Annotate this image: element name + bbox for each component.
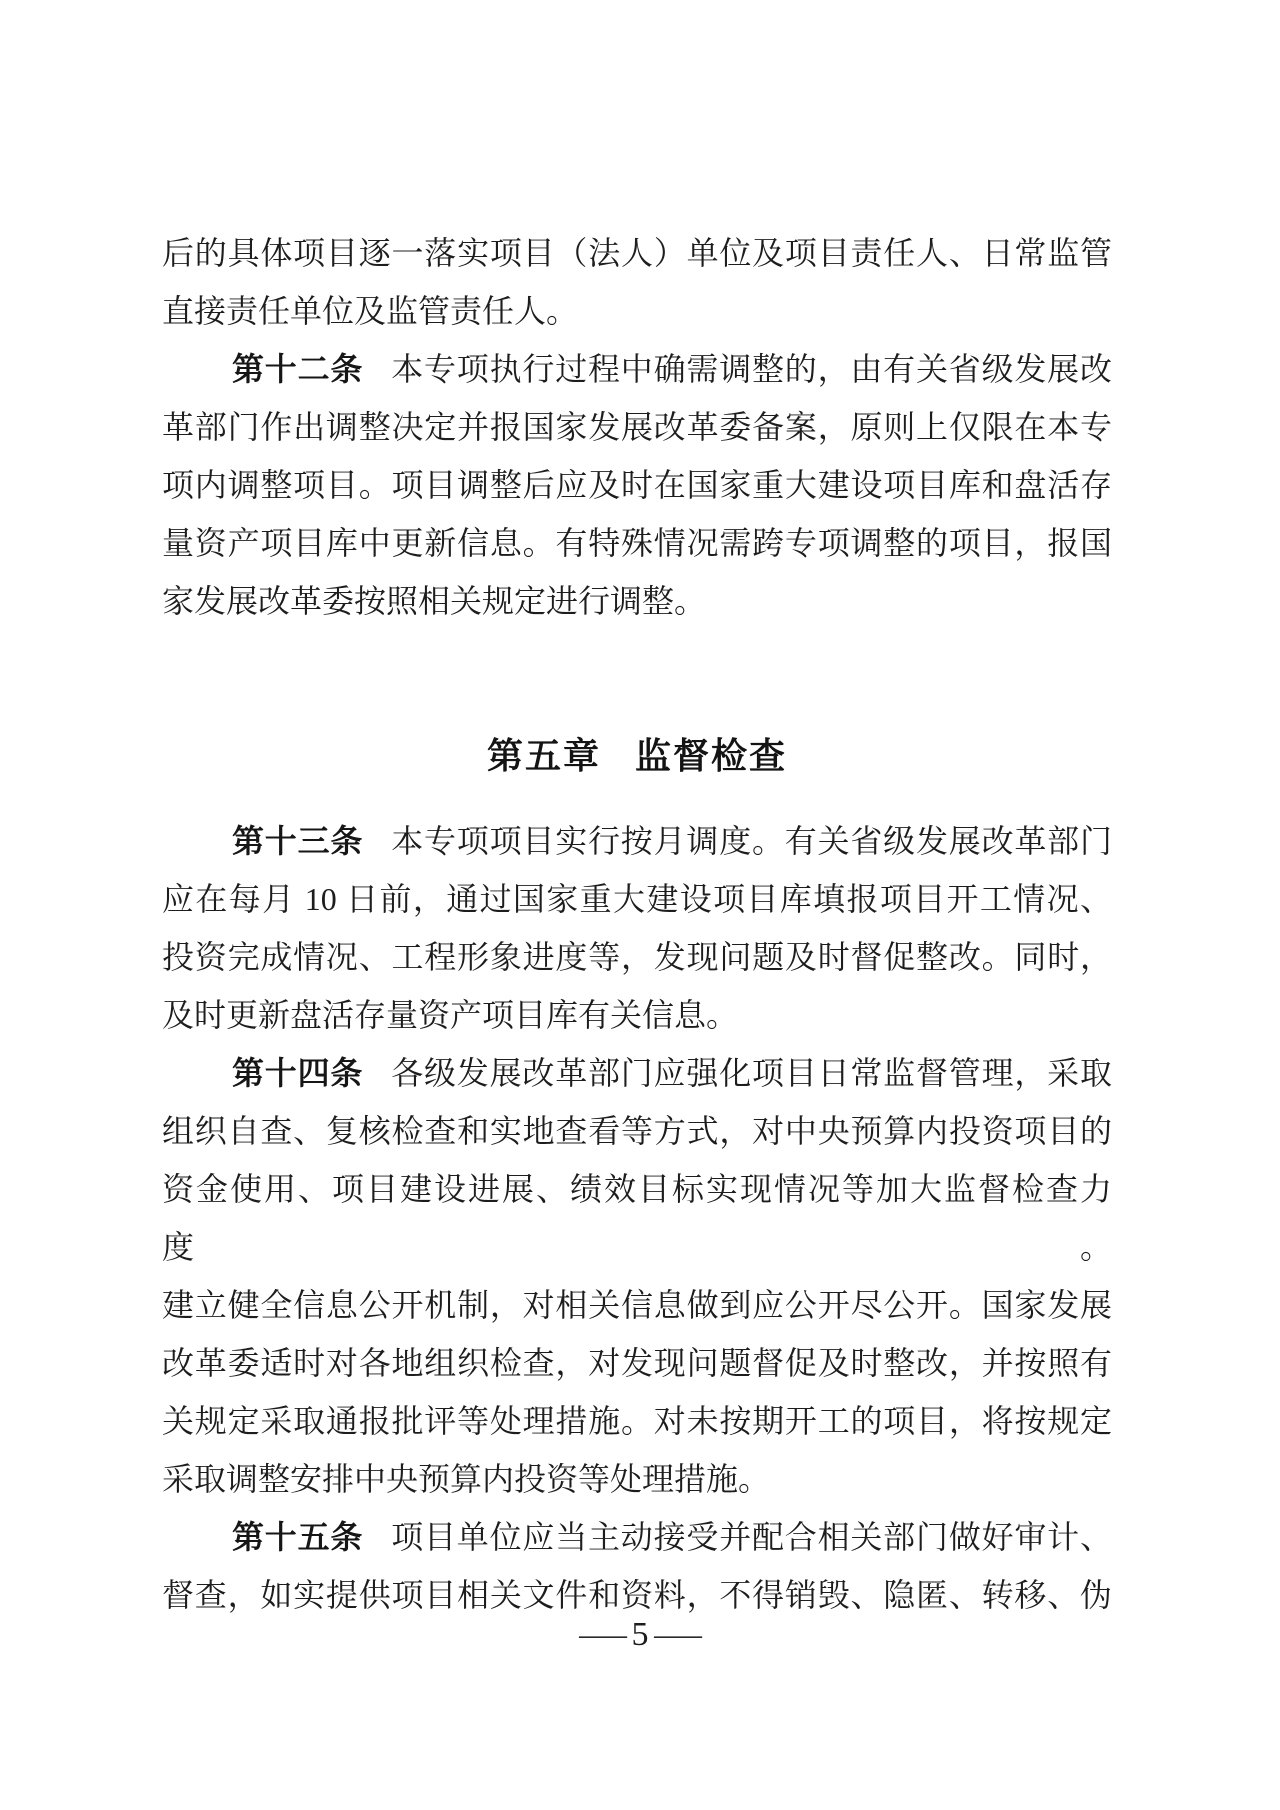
text-line: 资金使用、项目建设进展、绩效目标实现情况等加大监督检查力度。 [162, 1171, 1112, 1265]
text-line [162, 1508, 1112, 1566]
text-line: 后的具体项目逐一落实项目（法人）单位及项目责任人、日常监管 [162, 235, 1112, 271]
text-line: 量资产项目库中更新信息。有特殊情况需跨专项调整的项目，报国 [162, 525, 1112, 561]
footer-dash-right: — [653, 1616, 702, 1653]
text-line [162, 340, 1112, 398]
chapter-title: 监督检查 [635, 735, 788, 776]
article-14-label: 第十四条 [232, 1055, 364, 1091]
text-line: 家发展改革委按照相关规定进行调整。 [162, 583, 707, 619]
text-line [162, 1044, 1112, 1102]
text-line: 应在每月 10 日前，通过国家重大建设项目库填报项目开工情况、 [162, 881, 1112, 917]
paragraph-article-12 [162, 340, 1112, 630]
text-line: 关规定采取通报批评等处理措施。对未按期开工的项目，将按规定 [162, 1403, 1112, 1439]
article-12-label: 第十二条 [232, 351, 364, 387]
footer-dash-left: — [578, 1616, 627, 1653]
article-13-first-line: 本专项项目实行按月调度。有关省级发展改革部门 [391, 823, 1112, 859]
text-line: 项内调整项目。项目调整后应及时在国家重大建设项目库和盘活存 [162, 467, 1112, 503]
text-line: 改革委适时对各地组织检查，对发现问题督促及时整改，并按照有 [162, 1345, 1112, 1381]
text-line: 建立健全信息公开机制，对相关信息做到应公开尽公开。国家发展 [162, 1287, 1112, 1323]
chapter-number: 第五章 [486, 735, 601, 776]
text-line: 组织自查、复核检查和实地查看等方式，对中央预算内投资项目的 [162, 1113, 1112, 1149]
article-15-label: 第十五条 [232, 1519, 364, 1555]
paragraph-continuation [162, 224, 1112, 340]
paragraph-article-13 [162, 812, 1112, 1044]
paragraph-article-14 [162, 1044, 1112, 1508]
page-footer [0, 1616, 1280, 1654]
text-line: 直接责任单位及监管责任人。 [162, 293, 579, 329]
article-14-first-line: 各级发展改革部门应强化项目日常监督管理，采取 [391, 1055, 1112, 1091]
text-line: 革部门作出调整决定并报国家发展改革委备案，原则上仅限在本专 [162, 409, 1112, 445]
document-body [162, 224, 1112, 1624]
chapter-heading [162, 726, 1112, 786]
page-number: 5 [631, 1616, 649, 1653]
text-line: 及时更新盘活存量资产项目库有关信息。 [162, 997, 739, 1033]
paragraph-article-15 [162, 1508, 1112, 1624]
text-line: 督查，如实提供项目相关文件和资料，不得销毁、隐匿、转移、伪 [162, 1577, 1112, 1613]
article-12-first-line: 本专项执行过程中确需调整的，由有关省级发展改 [391, 351, 1112, 387]
article-15-first-line: 项目单位应当主动接受并配合相关部门做好审计、 [391, 1519, 1112, 1555]
article-13-label: 第十三条 [232, 823, 364, 859]
text-line [162, 812, 1112, 870]
text-line: 采取调整安排中央预算内投资等处理措施。 [162, 1461, 771, 1497]
text-line: 投资完成情况、工程形象进度等，发现问题及时督促整改。同时， [162, 939, 1112, 975]
